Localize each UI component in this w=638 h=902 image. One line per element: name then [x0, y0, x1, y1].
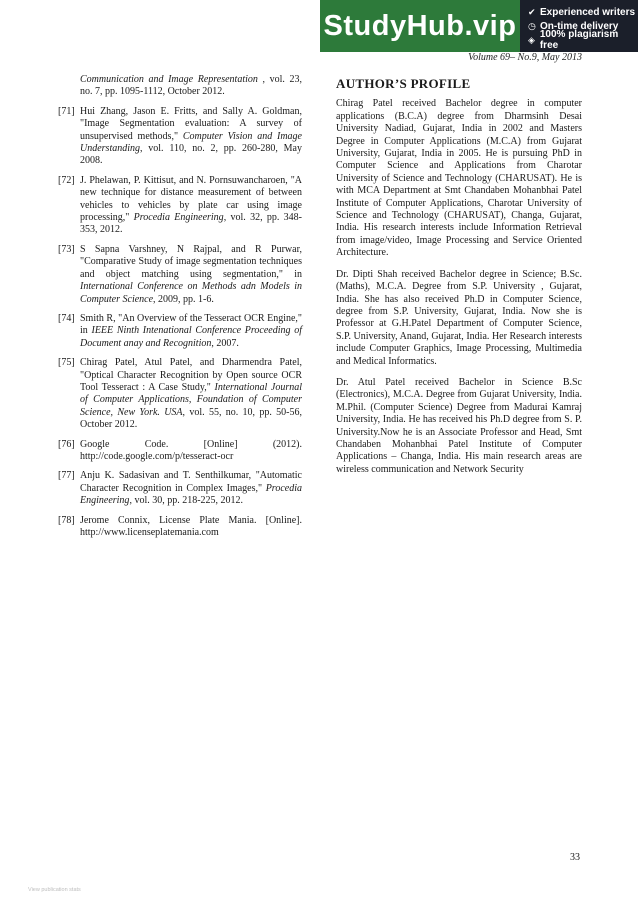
reference-text: [80, 470, 302, 507]
reference-source: IEEE Ninth Intenational Conference Proceeding of Document anay and Recognition: [80, 325, 302, 349]
reference-item: [58, 175, 302, 237]
author-bio: Dr. Dipti Shah received Bachelor degree in Science; B.Sc.(Maths), M.C.A. Degree from S.P. University , Gujarat, India. She has also received Ph.D in Computer Science, degree from S.P. University, Gujarat, India. Now she is Professor at G.H.Patel Department of Computer Science, S.P. University, Anand, Gujarat, India. Her Research interests include Computer Graphics, Image Processing, Multimedia and Medical Informatics.: [336, 268, 582, 367]
banner-features: [520, 0, 638, 52]
reference-fragment: Jerome Connix, License Plate Mania. [Online]. http://www.licenseplatemania.com: [80, 514, 302, 538]
reference-source: Computer Vision and Image Understanding: [80, 130, 302, 155]
reference-fragment: Chirag Patel, Atul Patel, and Dharmendra Patel, "Optical Character Recognition by Open source OCR Tool Tesseract : A Case Study,": [80, 357, 302, 393]
reference-fragment: , 2007.: [211, 337, 239, 349]
banner-feature-label: 100% plagiarism free: [539, 29, 619, 51]
reference-fragment: Google Code. [Online] (2012). http://code.google.com/p/tesseract-ocr: [80, 438, 302, 462]
reference-item: [58, 106, 302, 168]
reference-text: [80, 357, 302, 431]
section-heading: AUTHOR’S PROFILE: [336, 76, 471, 91]
reference-number: [78]: [58, 514, 75, 526]
reference-fragment: , vol. 30, pp. 218-225, 2012.: [129, 495, 244, 507]
reference-number: [73]: [58, 243, 75, 255]
reference-number: [77]: [58, 470, 75, 482]
reference-fragment: Anju K. Sadasivan and T. Senthilkumar, "Automatic Character Recognition in Complex Images,": [80, 470, 302, 494]
reference-fragment: , vol. 55, no. 10, pp. 50-56, October 2012.: [80, 406, 302, 431]
author-bio: Dr. Atul Patel received Bachelor in Science B.Sc (Electronics), M.C.A. Degree from Gujarat University, India. M.Phil. (Computer Science) Degree from Madurai Kamraj University, India. He has received his Ph.D degree from S. P. University.Now he is an Associate Professor and Head, Smt Chandaben Mohanbhai Patel Institute of Computer Applications – Changa, India. His main research areas are wireless communication and Network Security: [336, 376, 582, 475]
reference-item: [58, 439, 302, 464]
reference-source: Procedia Engineering: [80, 482, 302, 507]
reference-number: [72]: [58, 174, 75, 186]
reference-fragment: , 2009, pp. 1-6.: [153, 293, 214, 305]
reference-number: [75]: [58, 357, 75, 369]
reference-fragment: , vol. 32, pp. 348-353, 2012.: [80, 212, 303, 236]
banner-feature-label: Experienced writers: [540, 6, 636, 18]
reference-text: [80, 175, 302, 237]
reference-source: Procedia Engineering: [133, 212, 224, 224]
author-bio: Chirag Patel received Bachelor degree in computer applications (B.C.A) degree from Dharmsinh Desai University Nadiad, Gujarat, India in 2002 and Masters Degree in Computer Applications (M.C.A) from Gujarat University, Gujarat, India in 2005. He is pursuing PhD in Computer Science and Applications from Charotar University of Science and Technology (CHARUSAT). He is with MCA Department at Smt Chandaben Mohanbhai Patel Institute of Computer Applications, Charotar University of Science and Technology (CHARUSAT), Changa, Gujarat, India. His research interests include Information Retrieval from image/video, Image Processing and Service Oriented Architecture.: [336, 98, 582, 259]
shield-icon: ◈: [528, 34, 535, 45]
check-icon: ✔: [528, 6, 536, 17]
references-column: [58, 74, 302, 546]
reference-number: [71]: [58, 105, 75, 117]
reference-item: [58, 357, 302, 431]
reference-item: [58, 313, 302, 350]
reference-fragment: , vol. 110, no. 2, pp. 260-280, May 2008.: [80, 143, 302, 167]
reference-source: Communication and Image Representation: [80, 74, 258, 85]
reference-number: [76]: [58, 438, 75, 450]
reference-item: [58, 74, 302, 99]
reference-number: [74]: [58, 312, 75, 324]
author-profile-column: [336, 74, 582, 485]
reference-fragment: Hui Zhang, Jason E. Fritts, and Sally A. Goldman, "Image Segmentation evaluation: A survey of unsupervised methods,": [80, 105, 302, 142]
clock-icon: ◷: [528, 20, 536, 31]
reference-source: International Conference on Methods adn Models in Computer Science: [80, 281, 302, 305]
reference-item: [58, 515, 302, 540]
banner-feature: [528, 5, 638, 19]
reference-text: [80, 439, 302, 464]
reference-text: [80, 515, 302, 540]
ad-banner[interactable]: [320, 0, 638, 52]
reference-item: [58, 470, 302, 507]
page-number: 33: [570, 852, 580, 863]
reference-text: [80, 106, 302, 168]
reference-fragment: Smith R, "An Overview of the Tesseract OCR Engine," in: [80, 312, 302, 337]
studyhub-logo[interactable]: StudyHub.vip: [320, 0, 520, 52]
reference-fragment: J. Phelawan, P. Kittisut, and N. Pornsuwancharoen, "A new technique for distance measurement of between vehicles to vehicles by plate car using image processing,": [80, 174, 302, 224]
reference-source: International Journal of Computer Applications, Foundation of Computer Science, New York. USA: [80, 381, 303, 418]
reference-text: [80, 313, 302, 350]
reference-fragment: , vol. 23, no. 7, pp. 1095-1112, October 2012.: [80, 74, 302, 98]
journal-header: Volume 69– No.9, May 2013: [468, 52, 582, 63]
banner-feature-label: On-time delivery: [540, 20, 619, 32]
reference-fragment: S Sapna Varshney, N Rajpal, and R Purwar, "Comparative Study of image segmentation techniques and object matching using segmentation," in: [80, 243, 302, 280]
reference-text: [80, 244, 302, 306]
reference-item: [58, 244, 302, 306]
banner-feature: [528, 29, 638, 51]
footer-note[interactable]: View publication stats: [28, 887, 81, 893]
reference-text: [58, 74, 302, 99]
